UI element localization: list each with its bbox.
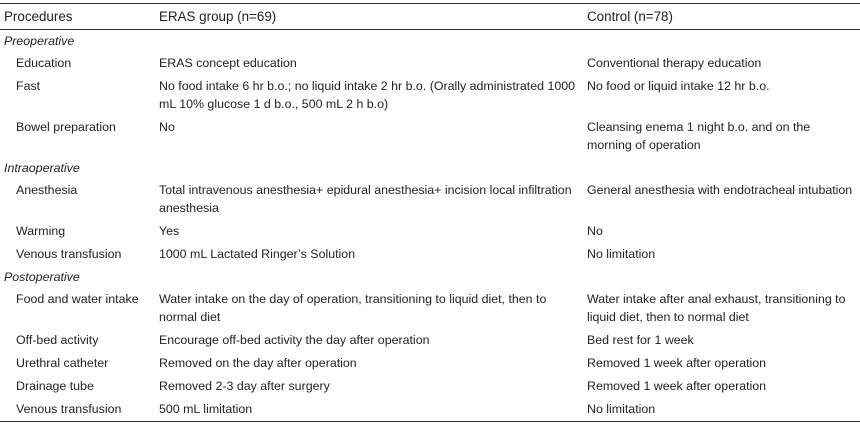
- control-cell: No food or liquid intake 12 hr b.o.: [587, 79, 770, 93]
- header-row: [0, 4, 860, 30]
- control-cell: No limitation: [587, 247, 656, 261]
- header-procedures: Procedures: [4, 9, 73, 24]
- control-cell: Conventional therapy education: [587, 56, 762, 70]
- table-row: [0, 116, 860, 157]
- eras-cell: Yes: [159, 224, 180, 238]
- table-row: [0, 288, 860, 329]
- header-eras-group: ERAS group (n=69): [159, 9, 277, 24]
- control-cell: Bed rest for 1 week: [587, 333, 694, 347]
- table-row: [0, 75, 860, 116]
- eras-cell: Water intake on the day of operation, transitioning to liquid diet, then to normal diet: [159, 292, 547, 324]
- table-row: [0, 352, 860, 375]
- table-row: [0, 329, 860, 352]
- procedure-name: Bowel preparation: [16, 120, 116, 134]
- procedure-name: Urethral catheter: [16, 356, 109, 370]
- control-cell: No: [587, 224, 603, 238]
- control-cell: Removed 1 week after operation: [587, 356, 767, 370]
- control-cell: No limitation: [587, 402, 656, 416]
- eras-cell: No food intake 6 hr b.o.; no liquid intake 2 hr b.o. (Orally administrated 1000 mL 10% glucose 1 d b.o., 500 mL 2 h b.o): [159, 79, 576, 111]
- section-title: Intraoperative: [4, 161, 80, 175]
- control-cell: Cleansing enema 1 night b.o. and on the morning of operation: [587, 120, 811, 152]
- table-body: [0, 30, 860, 422]
- procedure-name: Off-bed activity: [16, 333, 99, 347]
- header-control-group: Control (n=78): [587, 9, 673, 24]
- control-cell: General anesthesia with endotracheal intubation: [587, 183, 853, 197]
- procedure-name: Drainage tube: [16, 379, 94, 393]
- table-header: [0, 4, 860, 30]
- procedure-name: Warming: [16, 224, 66, 238]
- procedure-name: Anesthesia: [16, 183, 78, 197]
- section-row-preoperative: [0, 30, 860, 53]
- procedure-name: Venous transfusion: [16, 402, 122, 416]
- table-row: [0, 398, 860, 422]
- eras-cell: 1000 mL Lactated Ringer’s Solution: [159, 247, 356, 261]
- eras-cell: Total intravenous anesthesia+ epidural anesthesia+ incision local infiltration anesthesia: [159, 183, 572, 215]
- procedure-name: Food and water intake: [16, 292, 139, 306]
- section-title: Preoperative: [4, 34, 75, 48]
- table-row: [0, 220, 860, 243]
- section-title: Postoperative: [4, 270, 80, 284]
- eras-cell: Removed 2-3 day after surgery: [159, 379, 330, 393]
- eras-cell: Removed on the day after operation: [159, 356, 357, 370]
- procedure-name: Education: [16, 56, 72, 70]
- procedures-table: [0, 3, 860, 422]
- table-row: [0, 375, 860, 398]
- eras-cell: ERAS concept education: [159, 56, 297, 70]
- section-row-intraoperative: [0, 157, 860, 179]
- control-cell: Removed 1 week after operation: [587, 379, 767, 393]
- procedure-name: Fast: [16, 79, 41, 93]
- section-row-postoperative: [0, 266, 860, 288]
- table-row: [0, 243, 860, 266]
- eras-cell: 500 mL limitation: [159, 402, 253, 416]
- control-cell: Water intake after anal exhaust, transitioning to liquid diet, then to normal diet: [587, 292, 846, 324]
- procedure-name: Venous transfusion: [16, 247, 122, 261]
- table-row: [0, 179, 860, 220]
- table-row: [0, 52, 860, 75]
- eras-cell: No: [159, 120, 175, 134]
- eras-cell: Encourage off-bed activity the day after operation: [159, 333, 430, 347]
